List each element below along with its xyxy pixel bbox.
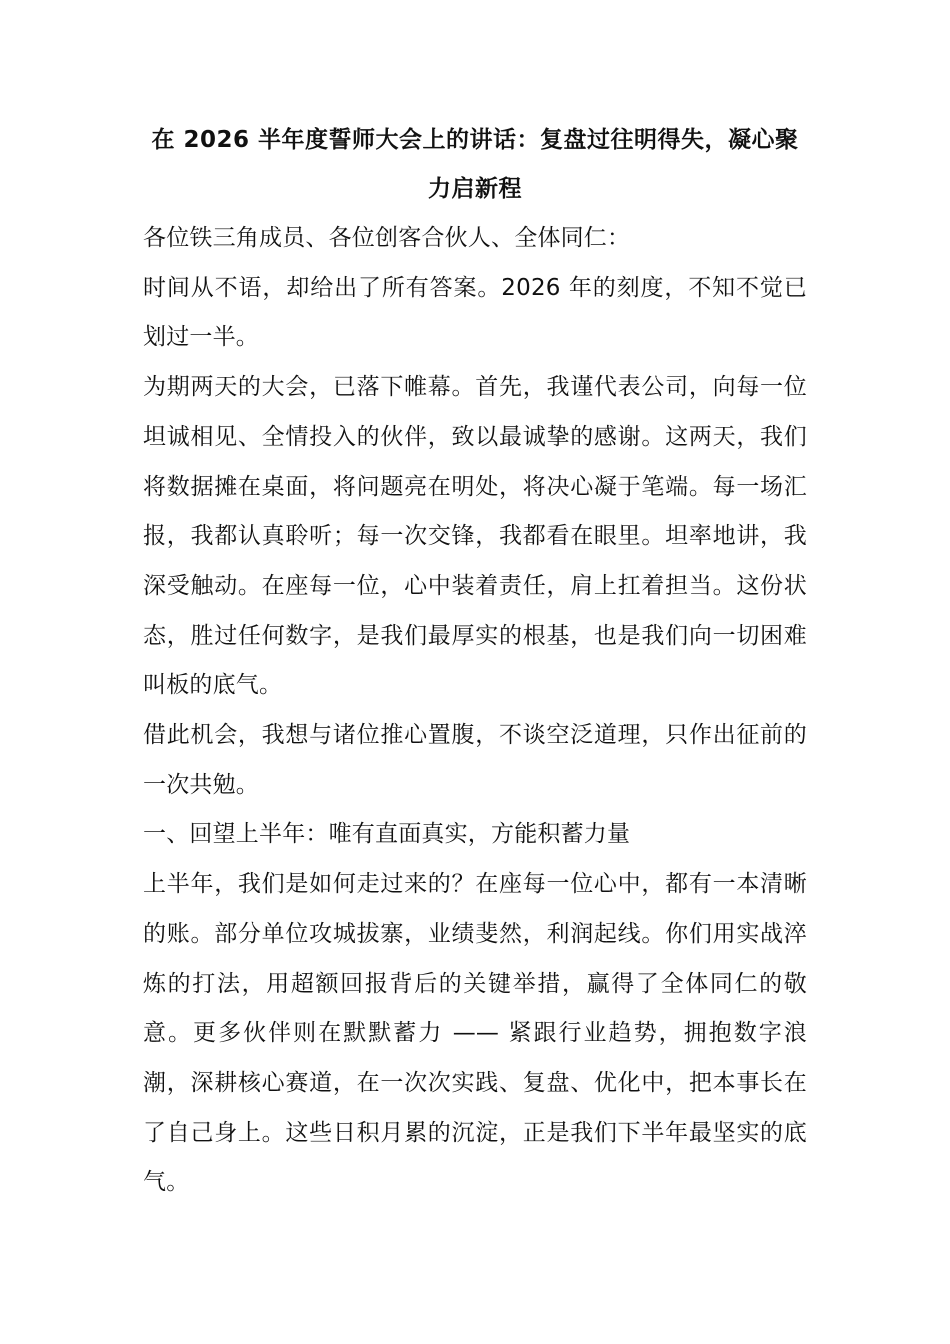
document-title: 在 2026 半年度誓师大会上的讲话：复盘过往明得失，凝心聚力启新程 (151, 127, 799, 202)
document-body (143, 116, 807, 1208)
encouragement-paragraph: 借此机会，我想与诸位推心置腹，不谈空泛道理，只作出征前的一次共勉。 (143, 722, 807, 798)
section-heading: 一、回望上半年：唯有直面真实，方能积蓄力量 (143, 821, 631, 848)
salutation-paragraph: 各位铁三角成员、各位创客合伙人、全体同仁： (143, 225, 631, 251)
gratitude-paragraph: 为期两天的大会，已落下帷幕。首先，我谨代表公司，向每一位坦诚相见、全情投入的伙伴，致以最诚挚的感谢。这两天，我们将数据摊在桌面，将问题亮在明处，将决心凝于笔端。每一场汇报，我都认真聆听；每一次交锋，我都看在眼里。坦率地讲，我深受触动。在座每一位，心中装着责任，肩上扛着担当。这份状态，胜过任何数字，是我们最厚实的根基，也是我们向一切困难叫板的底气。 (143, 374, 807, 699)
review-paragraph: 上半年，我们是如何走过来的？在座每一位心中，都有一本清晰的账。部分单位攻城拔寨，业绩斐然，利润起线。你们用实战淬炼的打法，用超额回报背后的关键举措，赢得了全体同仁的敬意。更多伙伴则在默默蓄力 —— 紧跟行业趋势，拥抱数字浪潮，深耕核心赛道，在一次次实践、复盘、优化中，把本事长在了自己身上。这些日积月累的沉淀，正是我们下半年最坚实的底气。 (143, 871, 807, 1196)
opening-paragraph: 时间从不语，却给出了所有答案。2026 年的刻度，不知不觉已划过一半。 (143, 274, 807, 351)
